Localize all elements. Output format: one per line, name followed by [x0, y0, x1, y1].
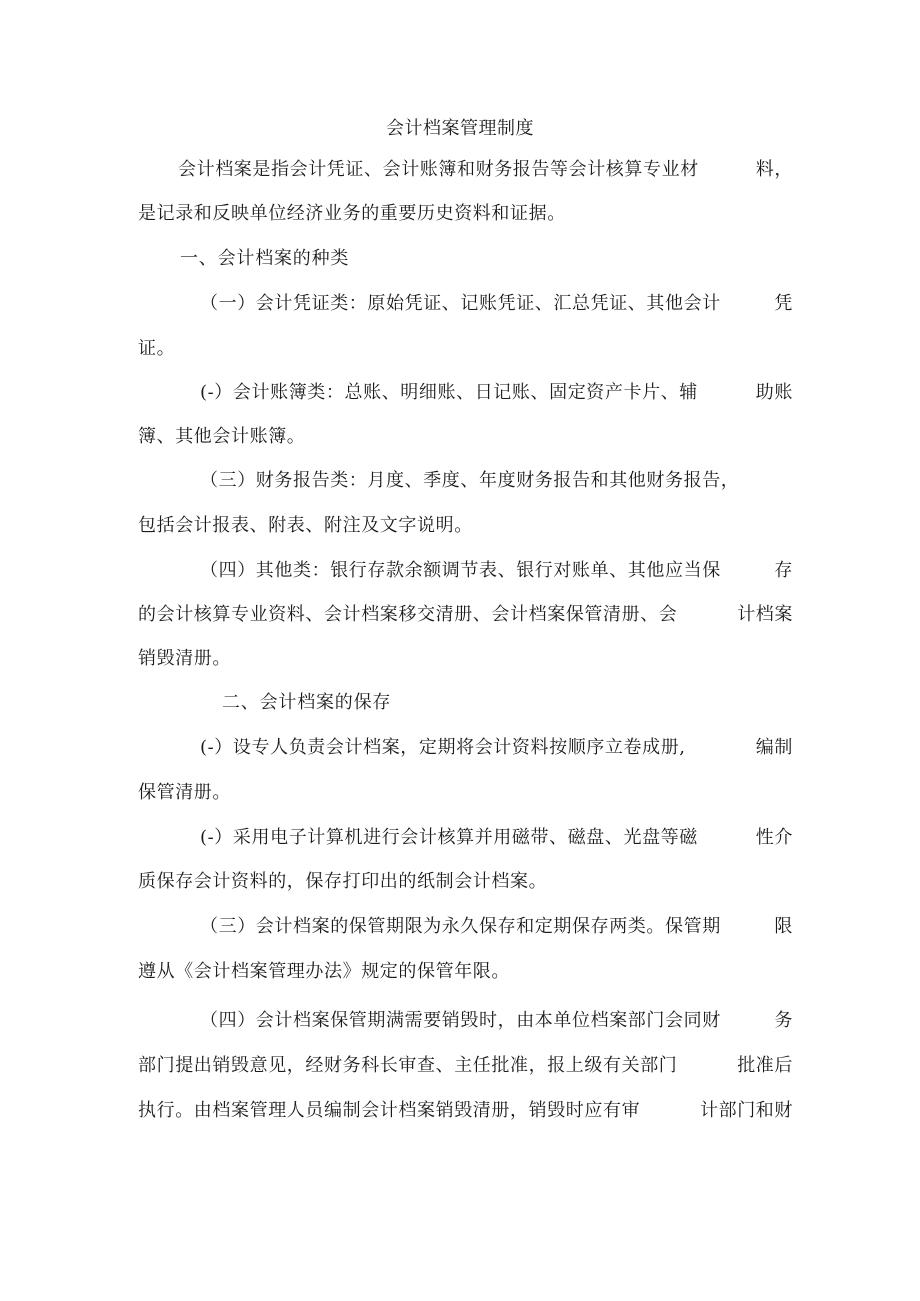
s2-item3-line-1-end: 限 — [774, 916, 793, 937]
section-1-heading: 一、会计档案的种类 — [180, 248, 350, 269]
s1-item3-line-2: 包括会计报表、附表、附注及文字说明。 — [138, 515, 473, 536]
s2-item1-line-2: 保管清册。 — [138, 782, 231, 803]
s2-item4-line-3 — [138, 1099, 793, 1123]
document-title: 会计档案管理制度 — [386, 118, 534, 139]
s2-item4-line-1 — [200, 1009, 793, 1033]
s2-item4-line-3-text: 执行。由档案管理人员编制会计档案销毁清册，销毁时应有审 — [138, 1100, 641, 1121]
s2-item3-line-1-text: （三）会计档案的保管期限为永久保存和定期保存两类。保管期 — [200, 916, 721, 937]
s2-item2-line-1-text: (-）采用电子计算机进行会计核算并用磁带、磁盘、光盘等磁 — [200, 827, 698, 848]
s2-item1-line-1-text: (-）设专人负责会计档案，定期将会计资料按顺序立卷成册, — [200, 737, 686, 758]
s2-item4-line-3-end: 计部门和财 — [700, 1100, 793, 1121]
s2-item4-line-2-end: 批准后 — [737, 1055, 793, 1076]
intro-line-1-text: 会计档案是指会计凭证、会计账簿和财务报告等会计核算专业材 — [178, 159, 699, 180]
s1-item2-line-1-text: (-）会计账簿类：总账、明细账、日记账、固定资产卡片、辅 — [200, 382, 698, 403]
section-2-heading: 二、会计档案的保存 — [222, 692, 392, 713]
s1-item4-line-2-text: 的会计核算专业资料、会计档案移交清册、会计档案保管清册、会 — [138, 604, 678, 625]
s2-item1-line-1 — [200, 736, 793, 760]
s1-item4-line-1-end: 存 — [774, 560, 793, 581]
s2-item2-line-1 — [200, 826, 793, 850]
s1-item2-line-1 — [200, 381, 793, 405]
s2-item4-line-1-text: （四）会计档案保管期满需要销毁时，由本单位档案部门会同财 — [200, 1010, 721, 1031]
s2-item1-line-1-end: 编制 — [755, 737, 793, 758]
intro-line-1-end: 料， — [755, 159, 793, 180]
s1-item4-line-2 — [138, 603, 793, 627]
intro-line-1 — [178, 158, 793, 182]
s1-item1-line-2: 证。 — [138, 338, 176, 359]
s1-item4-line-2-end: 计档案 — [737, 604, 793, 625]
s2-item4-line-1-end: 务 — [774, 1010, 793, 1031]
s2-item4-line-2-text: 部门提出销毁意见，经财务科长审查、主任批准，报上级有关部门 — [138, 1055, 678, 1076]
s1-item4-line-1 — [200, 559, 793, 583]
s1-item2-line-1-end: 助账 — [755, 382, 793, 403]
s2-item3-line-1 — [200, 915, 793, 939]
s1-item3-line-1: （三）财务报告类：月度、季度、年度财务报告和其他财务报告， — [200, 470, 740, 491]
s1-item1-line-1 — [200, 292, 793, 316]
intro-line-2: 是记录和反映单位经济业务的重要历史资料和证据。 — [138, 203, 566, 224]
s1-item4-line-1-text: （四）其他类：银行存款余额调节表、银行对账单、其他应当保 — [200, 560, 721, 581]
s2-item2-line-1-end: 性介 — [755, 827, 793, 848]
s1-item2-line-2: 簿、其他会计账簿。 — [138, 426, 306, 447]
s2-item3-line-2: 遵从《会计档案管理办法》规定的保管年限。 — [138, 961, 510, 982]
s2-item4-line-2 — [138, 1054, 793, 1078]
s1-item1-line-1-text: （一）会计凭证类：原始凭证、记账凭证、汇总凭证、其他会计 — [200, 293, 721, 314]
s1-item4-line-3: 销毁清册。 — [138, 648, 231, 669]
s2-item2-line-2: 质保存会计资料的，保存打印出的纸制会计档案。 — [138, 871, 548, 892]
s1-item1-line-1-end: 凭 — [774, 293, 793, 314]
